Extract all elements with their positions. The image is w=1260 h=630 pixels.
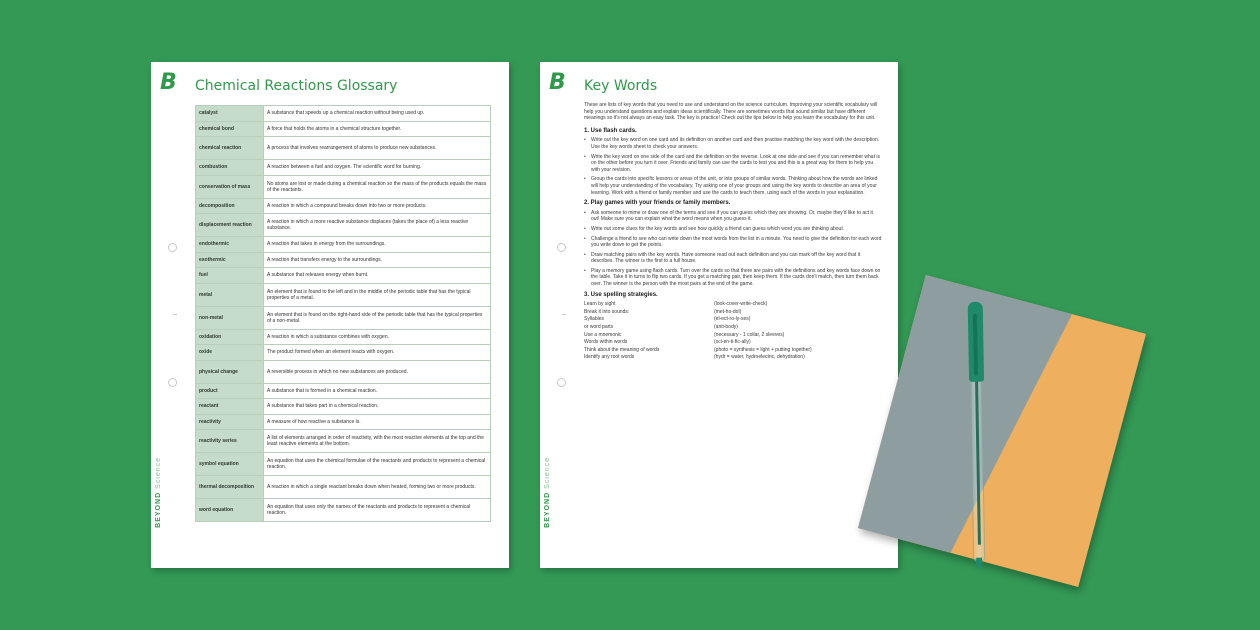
glossary-definition: A reaction in which a compound breaks down into two or more products. [264, 198, 491, 214]
strategy-example: (el-ect-ro-ly-ses) [714, 316, 751, 323]
tip-item: • Group the cards into specific lessons or areas of the unit, or into groups of similar words. Thinking about how the words are linked will help your understanding of the vocabulary. Try asking one of your groups and using the key words to describe an area of your learning. Work with a friend or family member and use the cards to teach them, using each of the words in your explanation. [584, 176, 882, 196]
glossary-definition: A reaction between a fuel and oxygen. The scientific word for burning. [264, 160, 491, 176]
tip-item: • Play a memory game using flash cards. Turn over the cards so that there are pairs with the definitions and key words face down on the table. Take it in turns to flip two cards. If you get a matching pair, then keep them. If the cards don't match, then turn them back over. The winner is the person with the most pairs at the end of the game. [584, 268, 882, 288]
glossary-row [196, 360, 491, 383]
glossary-definition: A reaction in which a single reactant breaks down when heated, forming two or more products. [264, 476, 491, 499]
beyond-logo: B [160, 70, 177, 95]
strategy-method: Syllables [584, 316, 605, 323]
glossary-definition: A reaction in which a substance combines with oxygen. [264, 329, 491, 345]
glossary-row [196, 214, 491, 237]
glossary-term: symbol equation [196, 453, 264, 476]
glossary-row [196, 453, 491, 476]
glossary-term: displacement reaction [196, 214, 264, 237]
glossary-term: metal [196, 283, 264, 306]
glossary-term: reactant [196, 399, 264, 415]
glossary-term: oxidation [196, 329, 264, 345]
strategy-example: (sci-en-ti-fic-ally) [714, 339, 751, 346]
strategy-method: Words within words [584, 339, 628, 346]
glossary-row [196, 237, 491, 253]
glossary-row [196, 283, 491, 306]
pen [940, 300, 985, 571]
tip-item: • Challenge a friend to see who can write down the most words from the list in a minute. You need to give the definition for each word you write down to get the points. [584, 236, 882, 249]
glossary-row [196, 198, 491, 214]
tips-list [584, 210, 882, 288]
glossary-term: product [196, 383, 264, 399]
glossary-row [196, 306, 491, 329]
glossary-row [196, 476, 491, 499]
punch-hole [557, 243, 566, 252]
punch-hole [168, 378, 177, 387]
glossary-term: conservation of mass [196, 175, 264, 198]
intro-paragraph: These are lists of key words that you need to use and understand on the science curriculum. Improving your scientific vocabulary will help you understand questions and explain ideas scientifically. There are sometimes words that sound similar but have different meanings so it's not always an easy task. The key is practice! Check out the tips below to help you learn the vocabulary for this unit. [584, 102, 878, 122]
glossary-page [151, 62, 509, 568]
spelling-strategies [584, 301, 882, 361]
glossary-term: endothermic [196, 237, 264, 253]
glossary-row [196, 137, 491, 160]
glossary-definition: An element that is found on the right-hand side of the periodic table that has the typical properties of a non-metal. [264, 306, 491, 329]
glossary-term: physical change [196, 360, 264, 383]
glossary-term: thermal decomposition [196, 476, 264, 499]
glossary-row [196, 175, 491, 198]
glossary-row [196, 414, 491, 430]
key-words-page [540, 62, 898, 568]
strategy-method: or word parts [584, 324, 614, 331]
strategy-method: Identify any root words [584, 354, 635, 361]
strategy-method: Break it into sounds: [584, 308, 630, 315]
glossary-row [196, 252, 491, 268]
glossary-term: decomposition [196, 198, 264, 214]
glossary-row [196, 106, 491, 122]
strategy-method: Learn by sight [584, 301, 616, 308]
tip-item: • Ask someone to mime or draw one of the terms and see if you can guess which they are showing. Or, maybe they'd like to act it out! Make sure you can explain what the word means when you guess it. [584, 210, 882, 223]
glossary-term: catalyst [196, 106, 264, 122]
glossary-term: exothermic [196, 252, 264, 268]
section-heading: 2. Play games with your friends or family members. [584, 200, 731, 207]
strategy-example: (anti-body) [714, 324, 738, 331]
strategy-example: (met-ho-dol) [714, 308, 742, 315]
tip-item: • Write out the key word on one card and its definition on another card and then practise matching the key word with the description. Use the key words sheet to check your answers. [584, 137, 882, 150]
glossary-definition: A list of elements arranged in order of reactivity, with the most reactive elements at the top and the least reactive elements at the bottom. [264, 430, 491, 453]
page-title: Key Words [584, 78, 658, 94]
glossary-definition: A force that holds the atoms in a chemical structure together. [264, 121, 491, 137]
tip-item: • Write the key word on one side of the card and the definition on the reverse. Look at one side and see if you can remember what is on the other before you turn it over. Friends and family can use the cards to test you and this is a great way for them to help you with your revision. [584, 154, 882, 174]
glossary-term: oxide [196, 345, 264, 361]
glossary-definition: A reaction that transfers energy to the surroundings. [264, 252, 491, 268]
glossary-row [196, 499, 491, 522]
glossary-term: reactivity [196, 414, 264, 430]
glossary-term: fuel [196, 268, 264, 284]
glossary-term: combustion [196, 160, 264, 176]
glossary-definition: A substance that releases energy when burnt. [264, 268, 491, 284]
glossary-row [196, 121, 491, 137]
punch-hole [168, 243, 177, 252]
glossary-definition: An element that is found to the left and in the middle of the periodic table that has the typical properties of a metal. [264, 283, 491, 306]
strategy-example: (photo = synthesis = light + putting together) [714, 346, 812, 353]
brand-vertical: BEYOND Science [544, 457, 551, 528]
glossary-term: word equation [196, 499, 264, 522]
glossary-row [196, 399, 491, 415]
glossary-term: reactivity series [196, 430, 264, 453]
tips-list [584, 137, 882, 196]
strategy-example: (hydr = water, hydroelectric, dehydration) [714, 354, 805, 361]
glossary-definition: An equation that uses only the names of the reactants and products to represent a chemical reaction. [264, 499, 491, 522]
beyond-logo: B [549, 70, 566, 95]
key-words-body [584, 102, 882, 361]
punch-hole [557, 378, 566, 387]
glossary-row [196, 329, 491, 345]
glossary-definition: No atoms are lost or made during a chemical reaction so the mass of the products equals the mass of the reactants. [264, 175, 491, 198]
glossary-definition: A process that involves rearrangement of atoms to produce new substances. [264, 137, 491, 160]
glossary-definition: A substance that speeds up a chemical reaction without being used up. [264, 106, 491, 122]
page-title: Chemical Reactions Glossary [195, 78, 398, 94]
glossary-definition: A reaction in which a more reactive substance displaces (takes the place of) a less reactive substance. [264, 214, 491, 237]
fold-mark [173, 314, 177, 315]
strategy-example: (necessary - 1 collar, 2 sleeves) [714, 331, 785, 338]
glossary-definition: An equation that uses the chemical formulae of the reactants and products to represent a chemical reaction. [264, 453, 491, 476]
glossary-row [196, 345, 491, 361]
strategy-method: Use a mnemonic [584, 331, 622, 338]
glossary-row [196, 430, 491, 453]
glossary-definition: A substance that takes part in a chemical reaction. [264, 399, 491, 415]
strategy-method: Think about the meaning of words [584, 346, 660, 353]
glossary-term: chemical reaction [196, 137, 264, 160]
pen-end-plug [976, 558, 982, 568]
glossary-term: chemical bond [196, 121, 264, 137]
notebook [858, 275, 1146, 587]
glossary-definition: A reaction that takes in energy from the surroundings. [264, 237, 491, 253]
brand-vertical: BEYOND Science [155, 457, 162, 528]
glossary-definition: A reversible process in which no new substances are produced. [264, 360, 491, 383]
tip-item: • Draw matching pairs with the key words. Have someone read out each definition and you can mark off the key word that it describes. The winner is the first to a full house. [584, 252, 882, 265]
glossary-term: non-metal [196, 306, 264, 329]
section-heading: 1. Use flash cards. [584, 127, 637, 134]
glossary-row [196, 160, 491, 176]
glossary-definition: A substance that is formed in a chemical reaction. [264, 383, 491, 399]
glossary-row [196, 383, 491, 399]
tip-item: • Write out some clues for the key words and see how quickly a friend can guess which word you are thinking about. [584, 226, 882, 233]
glossary-definition: The product formed when an element reacts with oxygen. [264, 345, 491, 361]
glossary-row [196, 268, 491, 284]
section-heading: 3. Use spelling strategies. [584, 291, 658, 298]
glossary-definition: A measure of how reactive a substance is. [264, 414, 491, 430]
glossary-table [195, 105, 491, 522]
strategy-example: (look-cover-write-check) [714, 301, 768, 308]
fold-mark [562, 314, 566, 315]
